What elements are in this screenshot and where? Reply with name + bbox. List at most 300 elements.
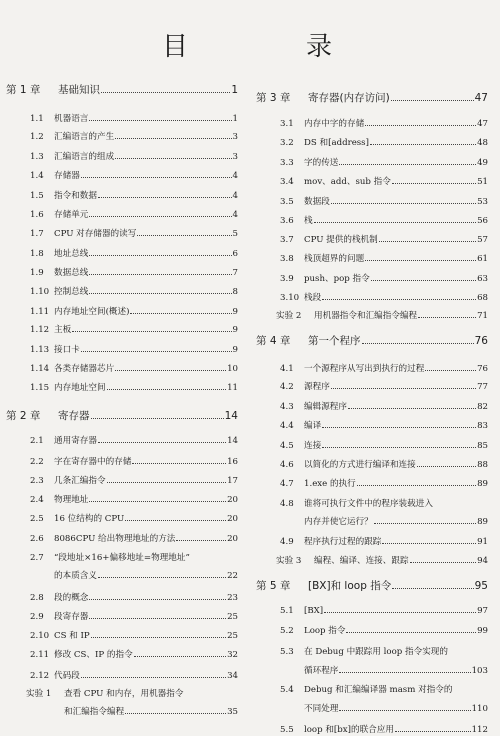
dot-leader: [91, 637, 226, 638]
toc-entry-number: 4.7: [280, 479, 294, 489]
dot-leader: [339, 672, 470, 673]
toc-page-number: 3: [232, 132, 238, 142]
toc-entry-number: 3.5: [280, 197, 294, 207]
toc-page-number: 63: [477, 274, 488, 284]
toc-entry-number: 5.3: [280, 647, 294, 657]
dot-leader: [130, 313, 231, 314]
toc-entry-title: 代码段: [54, 671, 80, 681]
toc-entry-title: 通用寄存器: [54, 436, 97, 446]
toc-entry-title: 以简化的方式进行编译和连接: [304, 460, 416, 470]
toc-page-number: 9: [232, 345, 238, 355]
dot-leader: [81, 351, 232, 352]
toc-section-entry: [256, 118, 488, 130]
toc-page-number: 9: [232, 307, 238, 317]
toc-entry-title: 控制总线: [54, 287, 89, 297]
dot-leader: [91, 418, 224, 419]
toc-page-number: 95: [474, 580, 488, 592]
dot-leader: [81, 677, 226, 678]
toc-entry-continuation: [6, 706, 238, 718]
toc-section-entry: [6, 475, 238, 487]
toc-entry-title: 一个源程序从写出到执行的过程: [304, 364, 425, 374]
toc-entry-number: 1.8: [30, 249, 44, 259]
dot-leader: [115, 158, 231, 159]
dot-leader: [134, 656, 226, 657]
toc-page-number: 14: [227, 436, 238, 446]
toc-entry-title: 栈段: [304, 293, 322, 303]
toc-page-number: 22: [227, 571, 238, 581]
toc-section-entry: [6, 630, 238, 642]
dot-leader: [89, 255, 231, 256]
toc-section-entry: [6, 170, 238, 182]
toc-chapter-entry: [6, 84, 238, 96]
toc-page-number: 61: [477, 254, 488, 264]
dot-leader: [331, 388, 476, 389]
toc-entry-number: 4.3: [280, 402, 294, 412]
toc-page-number: 20: [227, 495, 238, 505]
toc-page-number: 11: [227, 383, 238, 393]
toc-page-number: 89: [477, 479, 488, 489]
dot-leader: [339, 710, 470, 711]
toc-entry-title: 数据段: [304, 197, 330, 207]
toc-entry-number: 实验 2: [276, 311, 302, 321]
dot-leader: [392, 588, 473, 589]
toc-page-number: 17: [227, 476, 238, 486]
toc-page-number: 91: [477, 537, 488, 547]
toc-entry-title: DS 和[address]: [304, 138, 369, 148]
dot-leader: [392, 183, 476, 184]
toc-page-number: 110: [471, 704, 488, 714]
toc-page-number: 48: [477, 138, 488, 148]
toc-page-number: 14: [224, 410, 238, 422]
toc-page-number: 89: [477, 517, 488, 527]
toc-page-number: 6: [232, 249, 238, 259]
toc-entry-title: 段寄存器: [54, 612, 89, 622]
dot-leader: [379, 241, 476, 242]
dot-leader: [81, 177, 232, 178]
toc-entry-title: 物理地址: [54, 495, 89, 505]
toc-entry-title: 栈: [304, 216, 313, 226]
toc-entry-continuation: [256, 703, 488, 715]
toc-entry-continuation: [256, 516, 488, 528]
toc-entry-title: 1.exe 的执行: [304, 479, 356, 489]
toc-section-entry: [256, 176, 488, 188]
toc-entry-number: 1.12: [30, 325, 50, 335]
toc-page-number: 68: [477, 293, 488, 303]
dot-leader: [72, 331, 231, 332]
toc-entry-number: 5.1: [280, 606, 294, 616]
toc-section-entry: [6, 209, 238, 221]
toc-entry-title: 栈顶超界的问题: [304, 254, 365, 264]
dot-leader: [89, 618, 226, 619]
dot-leader: [391, 100, 474, 101]
dot-leader: [365, 260, 476, 261]
toc-chapter-entry: [256, 580, 488, 592]
dot-leader: [98, 442, 226, 443]
toc-page-number: 71: [477, 311, 488, 321]
dot-leader: [417, 466, 476, 467]
toc-entry-continuation: [6, 570, 238, 582]
dot-leader: [125, 520, 226, 521]
toc-entry-title: 寄存器(内存访问): [308, 92, 390, 104]
toc-page-number: 32: [227, 650, 238, 660]
toc-entry-title: 内存并使它运行？: [304, 517, 373, 527]
toc-page-number: 10: [227, 364, 238, 374]
toc-entry-title: 指令和数据: [54, 191, 97, 201]
toc-entry-number: 1.11: [30, 307, 50, 317]
toc-entry-title: 的本质含义: [54, 571, 97, 581]
toc-lab-entry: [6, 688, 238, 700]
toc-entry-number: 2.3: [30, 476, 44, 486]
toc-entry-number: 1.1: [30, 114, 44, 124]
toc-entry-number: 1.6: [30, 210, 44, 220]
toc-entry-title: CPU 提供的栈机制: [304, 235, 378, 245]
toc-entry-number: 4.2: [280, 382, 294, 392]
toc-entry-title: 编辑源程序: [304, 402, 347, 412]
toc-entry-number: 2.8: [30, 593, 44, 603]
toc-entry-number: 4.4: [280, 421, 294, 431]
toc-entry-title: mov、add、sub 指令: [304, 177, 391, 187]
toc-entry-title: 各类存储器芯片: [54, 364, 115, 374]
toc-page-number: 4: [232, 171, 238, 181]
dot-leader: [98, 577, 226, 578]
toc-entry-number: 1.9: [30, 268, 44, 278]
toc-entry-title: 内存地址空间(概述): [54, 307, 130, 317]
toc-section-entry: [256, 381, 488, 393]
toc-entry-title: 程序执行过程的跟踪: [304, 537, 382, 547]
toc-section-entry: [6, 228, 238, 240]
dot-leader: [98, 197, 232, 198]
toc-page-number: 57: [477, 235, 488, 245]
toc-entry-number: 1.13: [30, 345, 50, 355]
toc-page-number: 1: [232, 114, 238, 124]
toc-section-entry: [256, 605, 488, 617]
toc-entry-number: 5.4: [280, 685, 294, 695]
toc-entry-number: 第 2 章: [6, 410, 41, 422]
toc-page-number: 47: [474, 92, 488, 104]
toc-page-number: 7: [232, 268, 238, 278]
toc-page-number: 83: [477, 421, 488, 431]
toc-entry-number: 4.9: [280, 537, 294, 547]
toc-page-number: 8: [232, 287, 238, 297]
toc-page-number: 16: [227, 457, 238, 467]
dot-leader: [314, 222, 476, 223]
toc-entry-title: [BX]和 loop 指令: [308, 580, 392, 592]
dot-leader: [365, 125, 476, 126]
toc-page-number: 5: [232, 229, 238, 239]
toc-section-entry: [256, 196, 488, 208]
dot-leader: [89, 501, 226, 502]
dot-leader: [370, 144, 476, 145]
toc-entry-number: 1.14: [30, 364, 50, 374]
toc-entry-title: 机器语言: [54, 114, 89, 124]
toc-entry-title: 在 Debug 中跟踪用 loop 指令实现的: [304, 647, 448, 657]
toc-section-entry: [6, 286, 238, 298]
toc-entry-title: CPU 对存储器的读写: [54, 229, 137, 239]
toc-page-number: 25: [227, 612, 238, 622]
dot-leader: [89, 216, 231, 217]
toc-page-number: 82: [477, 402, 488, 412]
toc-section-entry: [256, 625, 488, 637]
dot-leader: [107, 389, 226, 390]
toc-section-entry: [6, 592, 238, 604]
toc-section-entry: [256, 253, 488, 265]
toc-entry-title: 查看 CPU 和内存，用机器指令: [64, 689, 184, 699]
toc-entry-number: 1.5: [30, 191, 44, 201]
toc-entry-title: 主板: [54, 325, 72, 335]
toc-entry-number: 实验 3: [276, 556, 302, 566]
toc-section-entry: [6, 363, 238, 375]
toc-entry-number: 3.4: [280, 177, 294, 187]
toc-entry-title: 源程序: [304, 382, 330, 392]
dot-leader: [374, 523, 476, 524]
toc-page-number: 56: [477, 216, 488, 226]
toc-entry-title: 编程、编译、连接、跟踪: [314, 556, 409, 566]
toc-section-entry: [256, 536, 488, 548]
toc-section-entry: [6, 382, 238, 394]
toc-entry-number: 2.1: [30, 436, 44, 446]
toc-entry-title: 和汇编指令编程: [64, 707, 125, 717]
toc-entry-number: 3.9: [280, 274, 294, 284]
toc-entry-title: Loop 指令: [304, 626, 346, 636]
toc-page-number: 47: [477, 119, 488, 129]
toc-entry-number: 3.8: [280, 254, 294, 264]
dot-leader: [115, 370, 226, 371]
toc-entry-number: 第 4 章: [256, 335, 291, 347]
toc-entry-number: 1.7: [30, 229, 44, 239]
dot-leader: [101, 92, 230, 93]
toc-page-number: 9: [232, 325, 238, 335]
toc-page-number: 99: [477, 626, 488, 636]
dot-leader: [107, 482, 226, 483]
toc-section-entry: [6, 306, 238, 318]
toc-entry-number: 第 3 章: [256, 92, 291, 104]
toc-entry-number: 1.4: [30, 171, 44, 181]
toc-entry-number: 4.6: [280, 460, 294, 470]
toc-entry-number: 5.2: [280, 626, 294, 636]
toc-page-number: 85: [477, 441, 488, 451]
toc-entry-title: CS 和 IP: [54, 631, 90, 641]
toc-section-entry: [256, 684, 488, 696]
dot-leader: [137, 235, 231, 236]
toc-entry-number: 5.5: [280, 725, 294, 735]
toc-lab-entry: [256, 310, 488, 322]
toc-section-entry: [6, 552, 238, 564]
toc-entry-number: 第 5 章: [256, 580, 291, 592]
toc-entry-number: 1.2: [30, 132, 44, 142]
toc-section-entry: [256, 215, 488, 227]
toc-page-number: 112: [471, 725, 488, 735]
toc-section-entry: [256, 498, 488, 510]
toc-entry-title: 汇编语言的组成: [54, 152, 115, 162]
toc-lab-entry: [256, 555, 488, 567]
toc-entry-title: 修改 CS、IP 的指令: [54, 650, 133, 660]
toc-section-entry: [6, 611, 238, 623]
toc-entry-title: 基础知识: [58, 84, 100, 96]
toc-page-number: 49: [477, 158, 488, 168]
toc-section-entry: [256, 234, 488, 246]
toc-entry-title: 内存中字的存储: [304, 119, 365, 129]
toc-page-number: 23: [227, 593, 238, 603]
toc-entry-number: 3.2: [280, 138, 294, 148]
toc-page-number: 4: [232, 210, 238, 220]
toc-entry-number: 1.10: [30, 287, 50, 297]
toc-section-entry: [256, 459, 488, 471]
toc-section-entry: [256, 157, 488, 169]
toc-entry-title: 用机器指令和汇编指令编程: [314, 311, 418, 321]
toc-entry-number: 1.3: [30, 152, 44, 162]
toc-page-number: 94: [477, 556, 488, 566]
toc-section-entry: [256, 273, 488, 285]
toc-section-entry: [6, 131, 238, 143]
toc-entry-title: 谁将可执行文件中的程序装载进入: [304, 499, 433, 509]
page-title: 目 录: [161, 32, 378, 62]
toc-entry-title: 段的概念: [54, 593, 89, 603]
dot-leader: [89, 274, 231, 275]
toc-section-entry: [6, 670, 238, 682]
toc-entry-number: 3.7: [280, 235, 294, 245]
toc-section-entry: [256, 440, 488, 452]
dot-leader: [89, 120, 231, 121]
toc-section-entry: [6, 344, 238, 356]
toc-entry-title: Debug 和汇编编译器 masm 对指令的: [304, 685, 453, 695]
dot-leader: [322, 447, 476, 448]
toc-entry-number: 2.9: [30, 612, 44, 622]
toc-entry-number: 2.12: [30, 671, 50, 681]
toc-page-number: 103: [471, 666, 488, 676]
dot-leader: [357, 485, 476, 486]
toc-entry-title: 不同处理: [304, 704, 339, 714]
toc-section-entry: [6, 324, 238, 336]
dot-leader: [331, 203, 476, 204]
toc-section-entry: [6, 513, 238, 525]
toc-page-number: 1: [231, 84, 238, 96]
toc-entry-title: 字的传送: [304, 158, 339, 168]
toc-entry-number: 4.5: [280, 441, 294, 451]
toc-entry-number: 2.10: [30, 631, 50, 641]
toc-entry-title: 字在寄存器中的存储: [54, 457, 132, 467]
toc-entry-number: 第 1 章: [6, 84, 41, 96]
toc-page-number: 34: [227, 671, 238, 681]
toc-section-entry: [6, 494, 238, 506]
toc-entry-title: 数据总线: [54, 268, 89, 278]
toc-entry-number: 2.6: [30, 534, 44, 544]
toc-entry-number: 2.7: [30, 553, 44, 563]
toc-entry-number: 4.8: [280, 499, 294, 509]
dot-leader: [89, 599, 226, 600]
toc-entry-number: 2.5: [30, 514, 44, 524]
toc-page-number: 4: [232, 191, 238, 201]
dot-leader: [125, 713, 226, 714]
toc-entry-title: 存储器: [54, 171, 80, 181]
toc-entry-title: 汇编语言的产生: [54, 132, 115, 142]
toc-entry-title: 几条汇编指令: [54, 476, 106, 486]
toc-page-number: 77: [477, 382, 488, 392]
dot-leader: [324, 612, 476, 613]
toc-entry-title: 地址总线: [54, 249, 89, 259]
toc-section-entry: [256, 363, 488, 375]
toc-entry-number: 1.15: [30, 383, 50, 393]
toc-page-number: 51: [477, 177, 488, 187]
toc-entry-title: 存储单元: [54, 210, 89, 220]
toc-page-number: 53: [477, 197, 488, 207]
toc-entry-continuation: [256, 665, 488, 677]
toc-entry-title: “段地址×16+偏移地址=物理地址”: [54, 553, 190, 563]
toc-entry-title: [BX]: [304, 606, 324, 616]
toc-entry-title: 16 位结构的 CPU: [54, 514, 125, 524]
toc-section-entry: [6, 113, 238, 125]
toc-section-entry: [6, 649, 238, 661]
toc-chapter-entry: [256, 335, 488, 347]
toc-chapter-entry: [6, 410, 238, 422]
dot-leader: [395, 731, 471, 732]
toc-section-entry: [256, 292, 488, 304]
toc-entry-title: loop 和[bx]的联合应用: [304, 725, 394, 735]
toc-page-number: 20: [227, 514, 238, 524]
toc-section-entry: [6, 267, 238, 279]
dot-leader: [115, 138, 231, 139]
dot-leader: [371, 280, 476, 281]
toc-entry-number: 4.1: [280, 364, 294, 374]
toc-page-number: 35: [227, 707, 238, 717]
toc-entry-number: 3.10: [280, 293, 300, 303]
toc-page-number: 97: [477, 606, 488, 616]
toc-entry-title: 循环程序: [304, 666, 339, 676]
toc-section-entry: [6, 248, 238, 260]
toc-page-number: 76: [477, 364, 488, 374]
toc-entry-title: push、pop 指令: [304, 274, 370, 284]
toc-entry-title: 第一个程序: [308, 335, 361, 347]
dot-leader: [322, 427, 476, 428]
dot-leader: [132, 463, 226, 464]
toc-page-number: 88: [477, 460, 488, 470]
toc-section-entry: [256, 420, 488, 432]
toc-entry-title: 寄存器: [58, 410, 90, 422]
toc-page-number: 25: [227, 631, 238, 641]
toc-entry-title: 接口卡: [54, 345, 80, 355]
dot-leader: [348, 408, 476, 409]
toc-entry-number: 3.3: [280, 158, 294, 168]
dot-leader: [410, 562, 477, 563]
toc-chapter-entry: [256, 92, 488, 104]
toc-entry-number: 2.2: [30, 457, 44, 467]
dot-leader: [418, 317, 476, 318]
toc-section-entry: [256, 137, 488, 149]
toc-entry-title: 8086CPU 给出物理地址的方法: [54, 534, 176, 544]
dot-leader: [382, 543, 476, 544]
toc-page-number: 20: [227, 534, 238, 544]
dot-leader: [339, 164, 476, 165]
dot-leader: [89, 293, 231, 294]
toc-entry-title: 编译: [304, 421, 322, 431]
toc-entry-number: 3.6: [280, 216, 294, 226]
toc-section-entry: [256, 724, 488, 736]
dot-leader: [322, 299, 476, 300]
dot-leader: [362, 343, 474, 344]
toc-entry-number: 2.11: [30, 650, 50, 660]
toc-entry-number: 2.4: [30, 495, 44, 505]
toc-entry-number: 3.1: [280, 119, 294, 129]
toc-page-number: 76: [474, 335, 488, 347]
toc-entry-title: 连接: [304, 441, 322, 451]
toc-section-entry: [256, 646, 488, 658]
toc-section-entry: [6, 456, 238, 468]
toc-page-number: 3: [232, 152, 238, 162]
toc-section-entry: [256, 401, 488, 413]
toc-section-entry: [6, 151, 238, 163]
toc-section-entry: [6, 190, 238, 202]
toc-entry-title: 内存地址空间: [54, 383, 106, 393]
toc-section-entry: [6, 533, 238, 545]
